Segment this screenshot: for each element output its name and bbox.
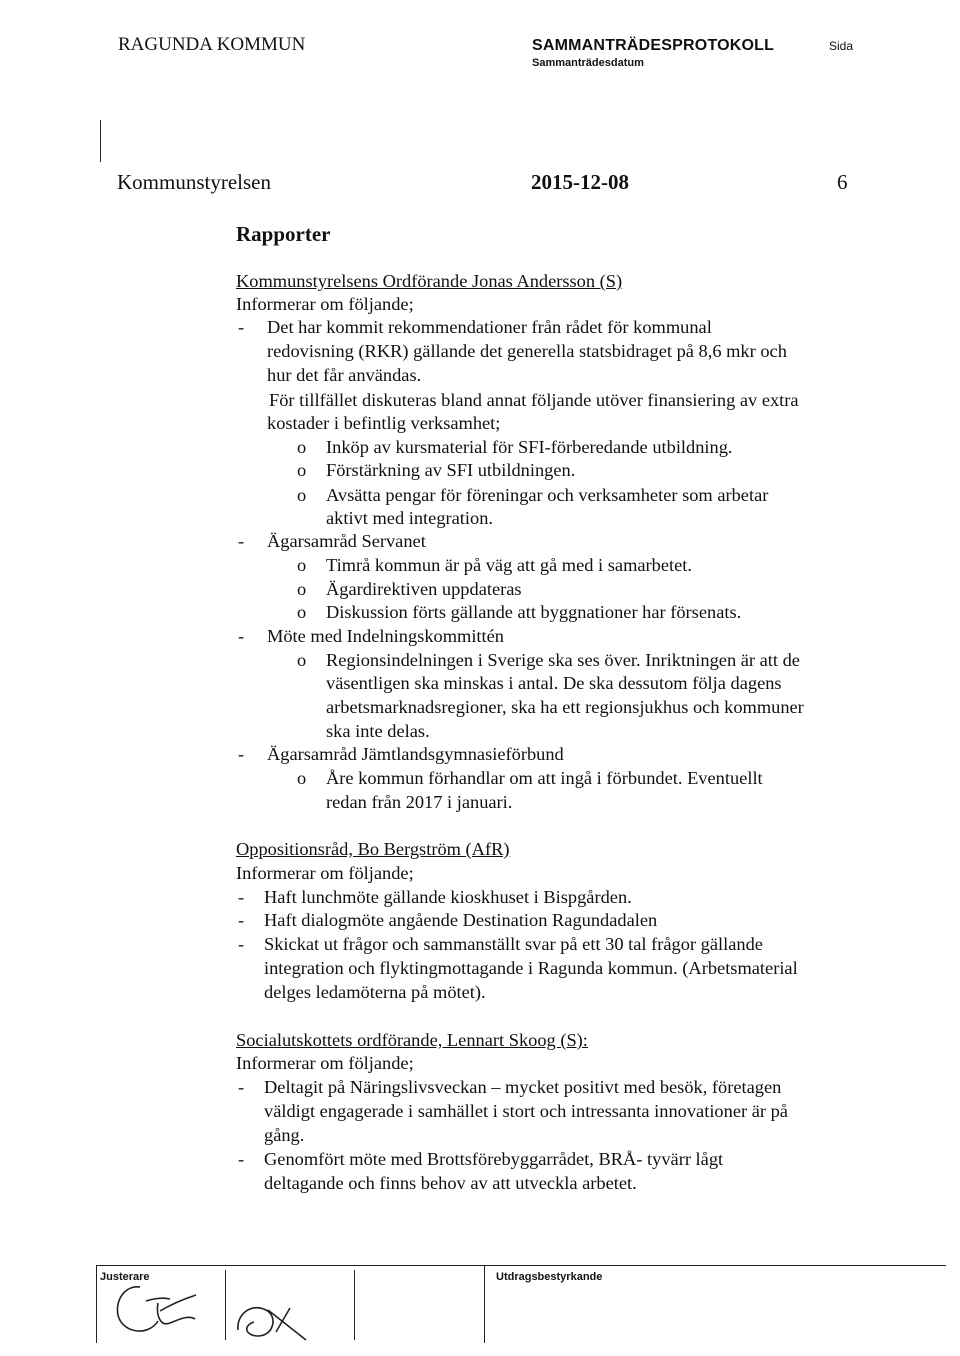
footer-divider	[96, 1265, 97, 1343]
dash-marker: -	[238, 317, 245, 337]
list-item: Haft lunchmöte gällande kioskhuset i Bispgården.	[264, 887, 632, 907]
bullet-marker: o	[297, 460, 307, 480]
section-intro: Informerar om följande;	[236, 294, 414, 314]
list-item: gång.	[264, 1125, 305, 1145]
list-item: kostader i befintlig verksamhet;	[267, 413, 501, 433]
list-item: Åre kommun förhandlar om att ingå i förbundet. Eventuellt	[326, 768, 763, 788]
signature-mark	[228, 1280, 348, 1346]
meeting-date: 2015-12-08	[531, 170, 629, 194]
footer-rule	[96, 1265, 946, 1266]
bullet-marker: o	[297, 768, 307, 788]
footer-divider	[484, 1265, 485, 1343]
bullet-marker: o	[297, 437, 307, 457]
signature-mark	[100, 1275, 220, 1345]
list-item: Inköp av kursmaterial för SFI-förberedande utbildning.	[326, 437, 733, 457]
bullet-marker: o	[297, 555, 307, 575]
section-heading: Rapporter	[236, 222, 331, 246]
page-label: Sida	[829, 39, 854, 53]
section-title: Socialutskottets ordförande, Lennart Skoog (S):	[236, 1030, 588, 1050]
utdrag-label: Utdragsbestyrkande	[496, 1271, 603, 1283]
list-item: Ägarsamråd Jämtlandsgymnasieförbund	[267, 744, 564, 764]
page-number: 6	[837, 170, 848, 194]
dash-marker: -	[238, 934, 245, 954]
committee-name: Kommunstyrelsen	[117, 170, 271, 194]
list-item: Haft dialogmöte angående Destination Ragundadalen	[264, 910, 658, 930]
list-item: delges ledamöterna på mötet).	[264, 982, 486, 1002]
list-item: ska inte delas.	[326, 721, 430, 741]
dash-marker: -	[238, 1077, 245, 1097]
list-item: redovisning (RKR) gällande det generella statsbidraget på 8,6 mkr och	[267, 341, 787, 361]
list-item: Ägardirektiven uppdateras	[326, 579, 522, 599]
list-item: Timrå kommun är på väg att gå med i samarbetet.	[326, 555, 693, 575]
list-item: hur det får användas.	[267, 365, 422, 385]
section-title: Oppositionsråd, Bo Bergström (AfR)	[236, 839, 510, 859]
list-item: väldigt engagerade i samhället i stort och intressanta innovationer är på	[264, 1101, 788, 1121]
bullet-marker: o	[297, 602, 307, 622]
list-item: Deltagit på Näringslivsveckan – mycket positivt med besök, företagen	[264, 1077, 782, 1097]
list-item: Avsätta pengar för föreningar och verksamheter som arbetar	[326, 485, 769, 505]
dash-marker: -	[238, 744, 245, 764]
list-item: Diskussion förts gällande att byggnationer har försenats.	[326, 602, 742, 622]
organization-name: RAGUNDA KOMMUN	[118, 34, 306, 55]
dash-marker: -	[238, 1149, 245, 1169]
dash-marker: -	[238, 910, 245, 930]
protocol-title: SAMMANTRÄDESPROTOKOLL	[532, 37, 775, 54]
list-item: Förstärkning av SFI utbildningen.	[326, 460, 576, 480]
list-item: väsentligen ska minskas i antal. De ska dessutom följa dagens	[326, 673, 782, 693]
list-item: Skickat ut frågor och sammanställt svar på ett 30 tal frågor gällande	[264, 934, 763, 954]
list-item: Möte med Indelningskommittén	[267, 626, 505, 646]
list-item: Det har kommit rekommendationer från rådet för kommunal	[267, 317, 712, 337]
footer-divider	[354, 1270, 355, 1340]
bullet-marker: o	[297, 579, 307, 599]
list-item: För tillfället diskuteras bland annat följande utöver finansiering av extra	[269, 390, 799, 410]
section-intro: Informerar om följande;	[236, 1053, 414, 1073]
header-divider	[100, 120, 101, 162]
dash-marker: -	[238, 626, 245, 646]
dash-marker: -	[238, 531, 245, 551]
section-intro: Informerar om följande;	[236, 863, 414, 883]
list-item: arbetsmarknadsregioner, ska ha ett regionsjukhus och kommuner	[326, 697, 804, 717]
list-item: integration och flyktingmottagande i Ragunda kommun. (Arbetsmaterial	[264, 958, 798, 978]
list-item: Ägarsamråd Servanet	[267, 531, 426, 551]
bullet-marker: o	[297, 650, 307, 670]
dash-marker: -	[238, 887, 245, 907]
section-title: Kommunstyrelsens Ordförande Jonas Andersson (S)	[236, 271, 623, 291]
bullet-marker: o	[297, 485, 307, 505]
protocol-subtitle: Sammanträdesdatum	[532, 57, 644, 69]
list-item: deltagande och finns behov av att utveckla arbetet.	[264, 1173, 637, 1193]
footer-divider	[225, 1270, 226, 1340]
list-item: Regionsindelningen i Sverige ska ses över. Inriktningen är att de	[326, 650, 800, 670]
list-item: redan från 2017 i januari.	[326, 792, 513, 812]
justerare-label: Justerare	[100, 1271, 150, 1283]
list-item: Genomfört möte med Brottsförebyggarrådet, BRÅ- tyvärr lågt	[264, 1149, 724, 1169]
list-item: aktivt med integration.	[326, 508, 494, 528]
